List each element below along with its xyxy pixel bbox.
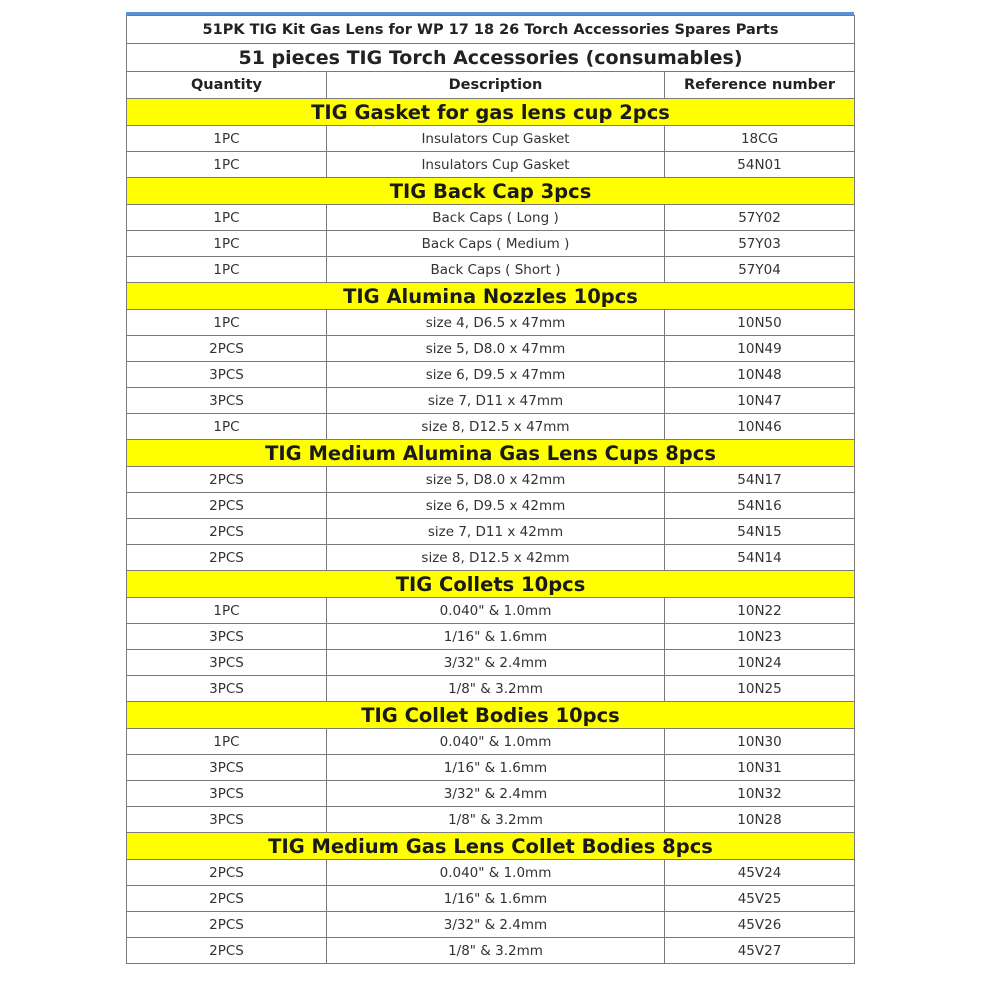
reference-cell: 57Y02: [665, 205, 855, 231]
quantity-cell: 1PC: [127, 126, 327, 152]
reference-cell: 10N24: [665, 650, 855, 676]
table-row: [127, 362, 855, 388]
quantity-cell: 2PCS: [127, 912, 327, 938]
quantity-cell: 2PCS: [127, 938, 327, 964]
quantity-cell: 1PC: [127, 257, 327, 283]
description-cell: size 7, D11 x 47mm: [327, 388, 665, 414]
reference-cell: 45V27: [665, 938, 855, 964]
title-row: [127, 16, 855, 44]
description-cell: size 4, D6.5 x 47mm: [327, 310, 665, 336]
column-header-row: [127, 72, 855, 99]
reference-cell: 10N28: [665, 807, 855, 833]
table-row: [127, 912, 855, 938]
description-cell: 1/8" & 3.2mm: [327, 807, 665, 833]
table-row: [127, 152, 855, 178]
table-row: [127, 388, 855, 414]
quantity-cell: 2PCS: [127, 545, 327, 571]
quantity-cell: 3PCS: [127, 362, 327, 388]
description-cell: 3/32" & 2.4mm: [327, 912, 665, 938]
quantity-cell: 1PC: [127, 598, 327, 624]
description-cell: 3/32" & 2.4mm: [327, 781, 665, 807]
description-cell: 1/16" & 1.6mm: [327, 886, 665, 912]
quantity-cell: 1PC: [127, 729, 327, 755]
reference-cell: 10N22: [665, 598, 855, 624]
quantity-cell: 3PCS: [127, 388, 327, 414]
reference-cell: 10N25: [665, 676, 855, 702]
quantity-cell: 3PCS: [127, 650, 327, 676]
quantity-cell: 1PC: [127, 414, 327, 440]
quantity-cell: 1PC: [127, 231, 327, 257]
section-header-row: [127, 99, 855, 126]
table-row: [127, 860, 855, 886]
reference-cell: 10N50: [665, 310, 855, 336]
description-cell: size 5, D8.0 x 42mm: [327, 467, 665, 493]
section-title: TIG Medium Alumina Gas Lens Cups 8pcs: [127, 440, 855, 467]
quantity-cell: 1PC: [127, 205, 327, 231]
quantity-cell: 2PCS: [127, 886, 327, 912]
description-cell: Insulators Cup Gasket: [327, 152, 665, 178]
reference-cell: 54N15: [665, 519, 855, 545]
accessories-table: [126, 15, 855, 964]
description-cell: 1/16" & 1.6mm: [327, 624, 665, 650]
description-cell: Insulators Cup Gasket: [327, 126, 665, 152]
table-row: [127, 126, 855, 152]
section-header-row: [127, 283, 855, 310]
description-cell: 1/8" & 3.2mm: [327, 938, 665, 964]
table-row: [127, 231, 855, 257]
table-subtitle: 51 pieces TIG Torch Accessories (consumables): [127, 44, 855, 72]
description-cell: size 8, D12.5 x 47mm: [327, 414, 665, 440]
section-header-row: [127, 571, 855, 598]
section-title: TIG Gasket for gas lens cup 2pcs: [127, 99, 855, 126]
table-row: [127, 257, 855, 283]
reference-cell: 54N01: [665, 152, 855, 178]
table-row: [127, 624, 855, 650]
reference-cell: 10N30: [665, 729, 855, 755]
subtitle-row: [127, 44, 855, 72]
quantity-cell: 2PCS: [127, 336, 327, 362]
reference-cell: 54N17: [665, 467, 855, 493]
description-cell: 1/16" & 1.6mm: [327, 755, 665, 781]
description-cell: size 8, D12.5 x 42mm: [327, 545, 665, 571]
column-header-quantity: Quantity: [127, 72, 327, 99]
description-cell: 0.040" & 1.0mm: [327, 598, 665, 624]
table-row: [127, 414, 855, 440]
table-row: [127, 493, 855, 519]
description-cell: size 6, D9.5 x 47mm: [327, 362, 665, 388]
quantity-cell: 2PCS: [127, 493, 327, 519]
quantity-cell: 2PCS: [127, 860, 327, 886]
quantity-cell: 3PCS: [127, 807, 327, 833]
table-row: [127, 336, 855, 362]
quantity-cell: 2PCS: [127, 467, 327, 493]
description-cell: Back Caps ( Short ): [327, 257, 665, 283]
table-row: [127, 807, 855, 833]
reference-cell: 54N14: [665, 545, 855, 571]
quantity-cell: 3PCS: [127, 781, 327, 807]
section-header-row: [127, 702, 855, 729]
table-row: [127, 676, 855, 702]
quantity-cell: 3PCS: [127, 624, 327, 650]
table-row: [127, 886, 855, 912]
description-cell: size 5, D8.0 x 47mm: [327, 336, 665, 362]
reference-cell: 10N47: [665, 388, 855, 414]
table-row: [127, 938, 855, 964]
table-row: [127, 205, 855, 231]
description-cell: size 6, D9.5 x 42mm: [327, 493, 665, 519]
description-cell: 0.040" & 1.0mm: [327, 860, 665, 886]
table-row: [127, 545, 855, 571]
table-row: [127, 781, 855, 807]
section-header-row: [127, 440, 855, 467]
reference-cell: 10N32: [665, 781, 855, 807]
table-row: [127, 467, 855, 493]
reference-cell: 57Y03: [665, 231, 855, 257]
reference-cell: 10N49: [665, 336, 855, 362]
section-title: TIG Collet Bodies 10pcs: [127, 702, 855, 729]
table-row: [127, 598, 855, 624]
reference-cell: 10N23: [665, 624, 855, 650]
table-row: [127, 650, 855, 676]
reference-cell: 54N16: [665, 493, 855, 519]
column-header-reference: Reference number: [665, 72, 855, 99]
table-row: [127, 519, 855, 545]
description-cell: 0.040" & 1.0mm: [327, 729, 665, 755]
table-row: [127, 755, 855, 781]
reference-cell: 10N31: [665, 755, 855, 781]
description-cell: 3/32" & 2.4mm: [327, 650, 665, 676]
section-header-row: [127, 178, 855, 205]
reference-cell: 45V24: [665, 860, 855, 886]
reference-cell: 10N48: [665, 362, 855, 388]
product-title: 51PK TIG Kit Gas Lens for WP 17 18 26 Torch Accessories Spares Parts: [127, 16, 855, 44]
quantity-cell: 1PC: [127, 152, 327, 178]
quantity-cell: 3PCS: [127, 755, 327, 781]
description-cell: Back Caps ( Medium ): [327, 231, 665, 257]
reference-cell: 10N46: [665, 414, 855, 440]
quantity-cell: 2PCS: [127, 519, 327, 545]
table-row: [127, 310, 855, 336]
description-cell: Back Caps ( Long ): [327, 205, 665, 231]
reference-cell: 18CG: [665, 126, 855, 152]
column-header-description: Description: [327, 72, 665, 99]
section-title: TIG Back Cap 3pcs: [127, 178, 855, 205]
quantity-cell: 1PC: [127, 310, 327, 336]
section-title: TIG Medium Gas Lens Collet Bodies 8pcs: [127, 833, 855, 860]
section-header-row: [127, 833, 855, 860]
section-title: TIG Alumina Nozzles 10pcs: [127, 283, 855, 310]
description-cell: 1/8" & 3.2mm: [327, 676, 665, 702]
section-title: TIG Collets 10pcs: [127, 571, 855, 598]
reference-cell: 45V25: [665, 886, 855, 912]
table-row: [127, 729, 855, 755]
description-cell: size 7, D11 x 42mm: [327, 519, 665, 545]
reference-cell: 45V26: [665, 912, 855, 938]
reference-cell: 57Y04: [665, 257, 855, 283]
accessories-table-frame: [126, 12, 854, 964]
quantity-cell: 3PCS: [127, 676, 327, 702]
